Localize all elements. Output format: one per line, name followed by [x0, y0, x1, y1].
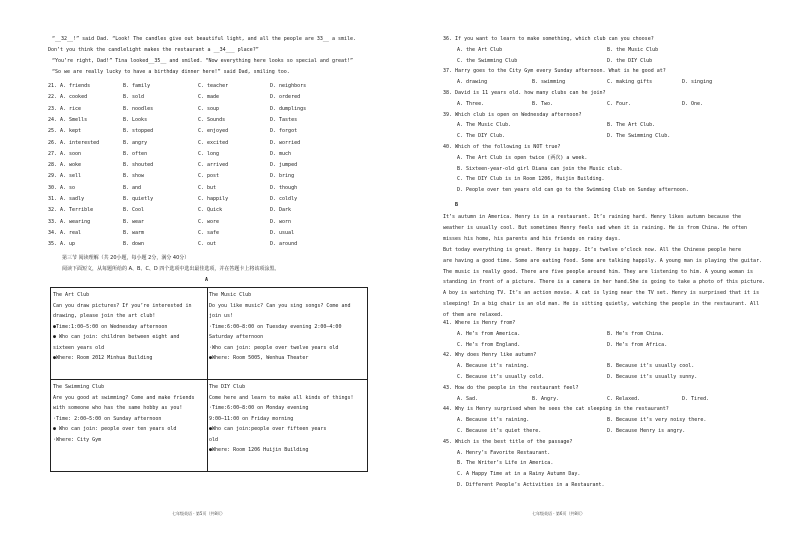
answer-option: A. He’s from America. [457, 330, 521, 337]
answer-option: A. Three. [457, 100, 485, 107]
option-number: 23. [48, 105, 58, 112]
answer-option: C. Relaxed. [607, 395, 641, 402]
option-d: D. worn [270, 218, 292, 225]
answer-option: B. Because it’s usually cool. [607, 363, 695, 370]
option-b: B. warm [123, 229, 145, 236]
option-c: C. wore [198, 218, 220, 225]
option-c: C. arrived [198, 162, 229, 169]
answer-option: A. drawing [457, 79, 488, 86]
answer-option: D. the DIY Club [607, 57, 653, 64]
answer-option: D. People over ten years old can go to the Swimming Club on Sunday afternoon. [457, 187, 689, 194]
club-info-line: ●Where: Room 1206 Huijin Building [209, 447, 309, 453]
passage-line: The music is really good. There are five people around him. They are listening to him. A young woman is [443, 268, 754, 275]
answer-option: C. He’s from England. [457, 341, 521, 348]
club-info-line: old [209, 436, 219, 443]
answer-option: D. Because Henry is angry. [607, 428, 686, 434]
question-stem: 38. David is 11 years old. how many clubs can he join? [443, 90, 606, 96]
option-d: D. worried [270, 139, 301, 146]
option-a: A. wearing [60, 218, 91, 225]
option-c: C. post [198, 173, 220, 180]
club-info-line: Do you like music? Can you sing songs? Come and [209, 302, 351, 309]
art-club-cell [53, 290, 206, 364]
question-stem: 41. Where is Henry from? [443, 320, 516, 326]
answer-option: B. Sixteen-year-old girl Diana can join the Music club. [457, 165, 623, 172]
club-info-line: 9:00—11:00 on Friday morning [209, 415, 294, 422]
section-instruction: 阅读下面短文，从每题所给的 A、B、C、D 四个选项中选出最佳选项，并在答题卡上将该项涂黑。 [62, 266, 280, 272]
club-title: The Music Club [209, 292, 252, 298]
option-b: B. family [123, 83, 151, 89]
option-number: 21. [48, 83, 58, 89]
option-d: D. dumplings [270, 105, 307, 112]
right-page-footer: 七年级英语 · 第6页（共8页） [532, 511, 585, 516]
answer-option: A. Because it’s raining. [457, 363, 530, 370]
answer-option: A. the Art Club [457, 46, 503, 53]
passage-line: weather is usually cool. But sometimes Henry feels sad when it is raining. He is from China. He often [443, 224, 748, 231]
answer-option: C. The DIY Club. [457, 133, 506, 140]
option-b: B. wear [123, 218, 145, 225]
option-d: D. around [270, 241, 298, 248]
option-c: C. but [198, 184, 217, 191]
option-d: D. Tastes [270, 116, 298, 123]
option-b: B. stopped [123, 128, 154, 135]
passage-line: “So we are really lucky to have a birthday dinner here!” said Dad, smiling too. [52, 69, 290, 75]
option-c: C. Sounds [198, 116, 226, 123]
club-info-line: Come here and learn to make all kinds of things! [209, 394, 354, 401]
answer-option: D. Different People’s Activities in a Restaurant. [457, 482, 605, 488]
option-a: A. woke [60, 162, 82, 169]
option-a: A. real [60, 229, 82, 236]
passage-a-label: A [205, 277, 209, 283]
option-c: C. out [198, 241, 217, 248]
option-a: A. Smells [60, 116, 88, 123]
question-stem: 37. Harry goes to the City Gym every Sunday afternoon. What is he good at? [443, 68, 666, 75]
option-a: A. cooked [60, 94, 88, 101]
club-info-line: ●Who can join:people over fifteen years [209, 426, 327, 432]
diy-club-cell [209, 382, 366, 456]
option-d: D. jumped [270, 162, 298, 169]
question-stem: 40. Which of the following is NOT true? [443, 144, 561, 150]
option-b: B. noodles [123, 105, 154, 112]
passage-line: It’s autumn in America. Henry is in a restaurant. It’s raining hard. Henry likes autumn because the [443, 214, 742, 220]
passage-line: But today everything is great. Henry is happy. It’s twelve o’clock now. All the Chinese people here [443, 246, 742, 253]
option-c: C. soup [198, 105, 220, 112]
club-info-line: ·Time: 2:00—5:00 on Sunday afternoon [53, 415, 162, 422]
music-club-cell [209, 290, 366, 364]
club-info-line: ·Time:6:00—8:00 on Tuesday evening 2:00—4:00 [209, 323, 342, 330]
answer-option: C. The DIY Club is in Room 1206, Huijin Building. [457, 176, 605, 183]
club-info-line: drawing, please join the art club! [53, 313, 156, 319]
answer-option: A. The Art Club is open twice (两次) a week. [457, 154, 588, 161]
question-stem: 45. Which is the best title of the passage? [443, 438, 573, 445]
answer-option: C. Because it’s usually cold. [457, 374, 545, 380]
passage-line: standing in front of a picture. There is a camera in her hand.She is going to take a photo of this picture. [443, 279, 766, 286]
club-info-line: Saturday afternoon [209, 334, 264, 340]
option-b: B. often [123, 150, 148, 157]
left-page-footer: 七年级英语 · 第5页（共8页） [172, 511, 225, 516]
answer-option: C. the Swimming Club [457, 57, 518, 64]
option-c: C. made [198, 94, 220, 101]
option-number: 29. [48, 173, 58, 180]
option-d: D. usual [270, 229, 295, 236]
answer-option: A. The Music Club. [457, 122, 512, 129]
option-number: 22. [48, 94, 58, 101]
option-d: D. Dark [270, 207, 292, 214]
option-a: A. Terrible [60, 207, 94, 214]
option-b: B. Looks [123, 116, 148, 123]
option-number: 35. [48, 241, 58, 248]
club-info-line: join us! [209, 313, 234, 319]
passage-line: “__32__!” said Dad. “Look! The candles give out beautiful light, and all the people are 33__ a smile. [52, 36, 357, 42]
option-number: 25. [48, 128, 58, 135]
option-d: D. coldly [270, 196, 298, 202]
option-d: D. bring [270, 173, 295, 180]
option-a: A. rice [60, 105, 82, 112]
passage-b-label: B [455, 202, 459, 208]
passage-line: are having a good time. Some are eating food. Some are talking happily. A young man is playing the guitar. [443, 257, 763, 264]
answer-option: B. He’s from China. [607, 330, 665, 337]
club-info-line: ●Where: Room 2012 Minhua Building [53, 355, 153, 361]
option-number: 34. [48, 229, 58, 236]
question-stem: 44. Why is Henry surprised when he sees the cat sleeping in the restaurant? [443, 406, 669, 413]
option-b: B. angry [123, 139, 148, 146]
option-number: 32. [48, 207, 58, 214]
option-a: A. soon [60, 150, 82, 157]
option-a: A. kept [60, 128, 82, 135]
club-info-line: Are you good at swimming? Come and make friends [53, 394, 195, 401]
answer-option: B. Angry. [532, 395, 560, 402]
answer-option: B. Because it’s very noisy there. [607, 417, 707, 424]
table-divider-horizontal [51, 379, 367, 380]
option-d: D. ordered [270, 94, 301, 101]
swimming-club-cell [53, 382, 206, 445]
option-number: 28. [48, 162, 58, 169]
passage-line: A boy is watching TV. It’s an action movie. A cat is lying near the TV set. Henry is surprised that it is [443, 290, 760, 297]
option-d: D. much [270, 150, 292, 157]
answer-option: C. Four. [607, 100, 632, 107]
club-info-line: ·Time:6:00—8:00 on Monday evening [209, 405, 309, 411]
option-number: 26. [48, 139, 58, 146]
option-b: B. quietly [123, 196, 154, 202]
question-stem: 43. How do the people in the restaurant feel? [443, 384, 579, 391]
answer-option: D. One. [682, 100, 704, 107]
passage-line: Don’t you think the candlelight makes the restaurant a __34___ place?” [48, 47, 259, 53]
option-b: B. Cool [123, 207, 145, 214]
club-info-line: ·Where: City Gym [53, 436, 102, 443]
option-c: C. teacher [198, 83, 229, 89]
option-d: D. forgot [270, 128, 298, 135]
question-stem: 36. If you want to learn to make something, which club can you choose? [443, 36, 654, 42]
passage-line: misses his home, his parents and his friends on rainy days. [443, 235, 621, 242]
club-info-line: with someone who has the same hobby as you! [53, 405, 183, 411]
option-d: D. though [270, 184, 298, 191]
answer-option: B. Two. [532, 100, 554, 107]
option-a: A. so [60, 184, 76, 191]
club-info-line: ●Where: Room 5005, Wenhua Theater [209, 355, 309, 361]
answer-option: B. The Art Club. [607, 122, 656, 129]
clubs-table [50, 287, 368, 472]
option-a: A. up [60, 241, 76, 248]
club-info-line: ● Who can join: children between eight and [53, 334, 180, 340]
club-info-line: ●Time:1:00—5:00 on Wednesday afternoon [53, 323, 168, 330]
option-c: C. long [198, 150, 220, 157]
option-b: B. sold [123, 94, 145, 101]
option-a: A. sell [60, 173, 82, 180]
club-info-line: ·Who can join: people over twelve years old [209, 344, 339, 351]
option-c: C. excited [198, 139, 229, 146]
option-number: 30. [48, 184, 58, 191]
option-a: A. friends [60, 83, 91, 89]
option-number: 33. [48, 218, 58, 225]
answer-option: C. A Happy Time at in a Rainy Autumn Day. [457, 471, 581, 478]
option-b: B. and [123, 184, 142, 191]
option-c: C. Quick [198, 207, 223, 214]
club-info-line: sixteen years old [53, 344, 105, 351]
club-title: The Swimming Club [53, 384, 105, 390]
option-d: D. neighbors [270, 83, 307, 89]
answer-option: B. The Writer’s Life in America. [457, 460, 554, 467]
option-number: 27. [48, 150, 58, 157]
answer-option: D. The Swimming Club. [607, 133, 671, 140]
club-info-line: ● Who can join: people over ten years old [53, 426, 177, 432]
answer-option: D. Because it’s usually sunny. [607, 374, 698, 380]
option-c: C. happily [198, 196, 229, 202]
passage-line: of them are relaxed. [443, 312, 504, 319]
answer-option: C. making gifts [607, 79, 653, 86]
option-b: B. shouted [123, 162, 154, 169]
option-b: B. show [123, 173, 145, 180]
answer-option: B. swimming [532, 79, 566, 86]
answer-option: C. Because it’s quiet there. [457, 428, 542, 434]
question-stem: 42. Why does Henry like autumn? [443, 352, 537, 359]
question-stem: 39. Which club is open on Wednesday afternoon? [443, 111, 582, 118]
answer-option: D. He’s from Africa. [607, 341, 668, 348]
answer-option: D. Tired. [682, 395, 710, 402]
option-a: A. sadly [60, 196, 85, 202]
option-a: A. interested [60, 139, 100, 146]
club-info-line: Can you draw pictures? If you’re interested in [53, 302, 192, 309]
answer-option: A. Because it’s raining. [457, 417, 530, 424]
answer-option: A. Sad. [457, 395, 479, 402]
club-title: The Art Club [53, 292, 90, 298]
answer-option: B. the Music Club [607, 46, 659, 53]
right-page [397, 0, 794, 546]
passage-line: “You’re right, Dad!” Tina looked__35__ and smiled. “Now everything here looks so special and great!” [52, 58, 354, 64]
answer-option: D. singing [682, 79, 713, 86]
option-number: 24. [48, 116, 58, 123]
answer-option: A. Henry’s Favorite Restaurant. [457, 449, 551, 456]
option-number: 31. [48, 196, 58, 202]
option-c: C. safe [198, 229, 220, 236]
passage-line: sleeping! In a big chair is an old man. He is sitting quietly, watching the people in the restaurant. All [443, 301, 760, 308]
section-title: 第三节 阅读理解（共 20小题，每小题 2分，满分 40分） [62, 255, 190, 261]
option-b: B. down [123, 241, 145, 248]
option-c: C. enjoyed [198, 128, 229, 135]
club-title: The DIY Club [209, 384, 246, 390]
